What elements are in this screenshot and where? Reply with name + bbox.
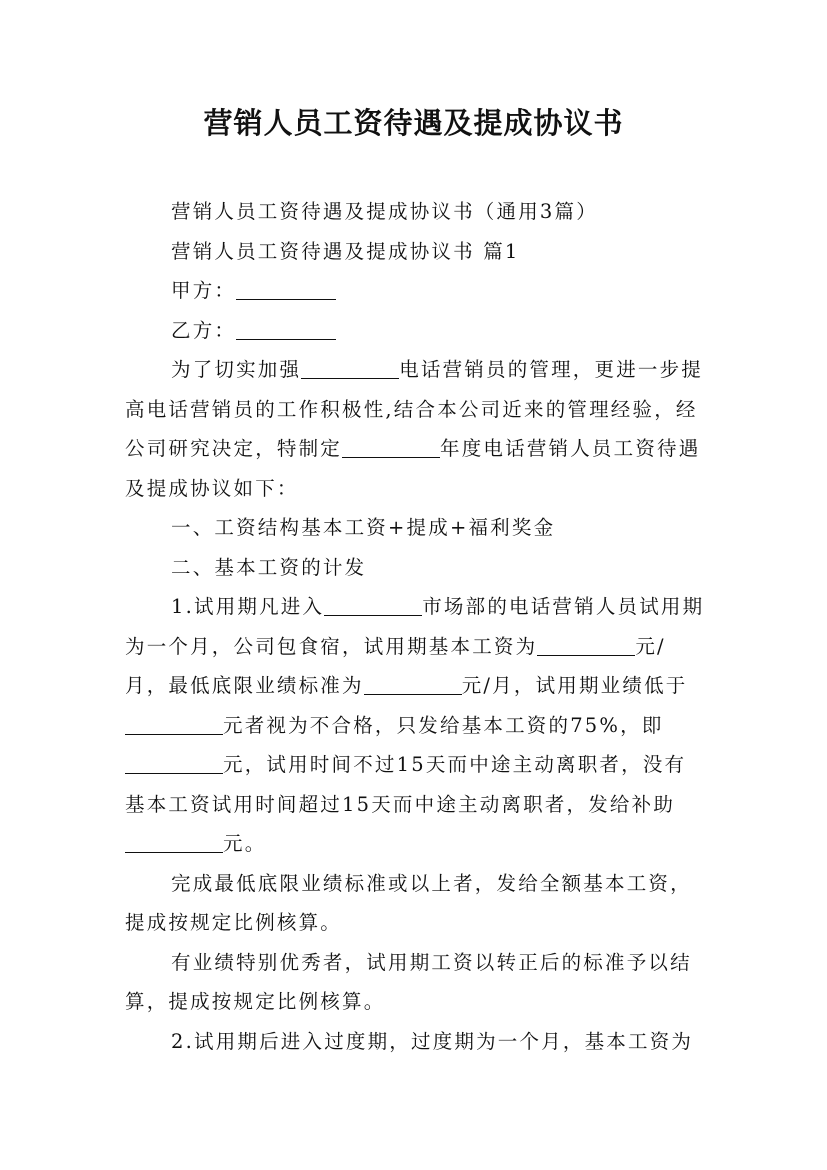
clause1-text-2: 市场部的电话营销人员试用期为一个月，公司包食宿，试用期基本工资为: [125, 595, 705, 658]
excellent-paragraph: 有业绩特别优秀者，试用期工资以转正后的标准予以结算，提成按规定比例核算。: [125, 950, 692, 1013]
document-title: 营销人员工资待遇及提成协议书: [203, 106, 624, 140]
party-a-blank: [236, 280, 336, 301]
party-a-line: [125, 271, 705, 311]
item-1: 一、工资结构基本工资+提成+福利奖金: [171, 516, 556, 539]
clause1-blank-3: [364, 675, 462, 696]
clause1-text-5: 元者视为不合格，只发给基本工资的75%，即: [223, 713, 664, 737]
intro-text-3: 年度电话营销人员工资待遇及提成协议如下：: [125, 437, 701, 500]
clause1-text-4: 元/月，试用期业绩低于: [461, 674, 688, 697]
clause-2-paragraph: 2.试用期后进入过度期，过度期为一个月，基本工资为: [171, 1029, 694, 1053]
clause1-blank-4: [125, 714, 223, 735]
clause1-text-6: 元，试用时间不过15天而中途主动离职者，没有基本工资试用时间超过15天而中途主动离职者，发给补助: [125, 753, 687, 816]
company-blank: [301, 359, 399, 380]
clause1-blank-2: [537, 635, 635, 656]
intro-text-2: 电话营销员的管理，更进一步提高电话营销员的工作积极性,结合本公司近来的管理经验，经公司研究决定，特制定: [125, 358, 704, 460]
clause-1-paragraph: [125, 587, 705, 864]
clause1-text-3: 元/月，最低底限业绩标准为: [125, 634, 666, 697]
party-b-line: [125, 311, 705, 351]
section-heading: 营销人员工资待遇及提成协议书 篇1: [171, 239, 520, 263]
intro-text-1: 为了切实加强: [171, 358, 302, 381]
party-b-label: 乙方：: [171, 318, 237, 342]
clause1-blank-6: [125, 833, 223, 854]
item-2: 二、基本工资的计发: [171, 555, 367, 579]
clause1-text-1: 1.试用期凡进入: [171, 595, 325, 618]
clause1-blank-5: [125, 754, 223, 775]
clause1-blank-1: [324, 596, 422, 617]
party-b-blank: [236, 319, 336, 340]
party-a-label: 甲方：: [171, 279, 237, 302]
clause1-text-7: 元。: [223, 832, 267, 855]
intro-paragraph: [125, 350, 705, 508]
full-salary-paragraph: 完成最低底限业绩标准或以上者，发给全额基本工资，提成按规定比例核算。: [125, 871, 692, 934]
document-body: [125, 192, 705, 1061]
subtitle: 营销人员工资待遇及提成协议书（通用3篇）: [171, 200, 598, 223]
year-blank: [342, 438, 440, 459]
